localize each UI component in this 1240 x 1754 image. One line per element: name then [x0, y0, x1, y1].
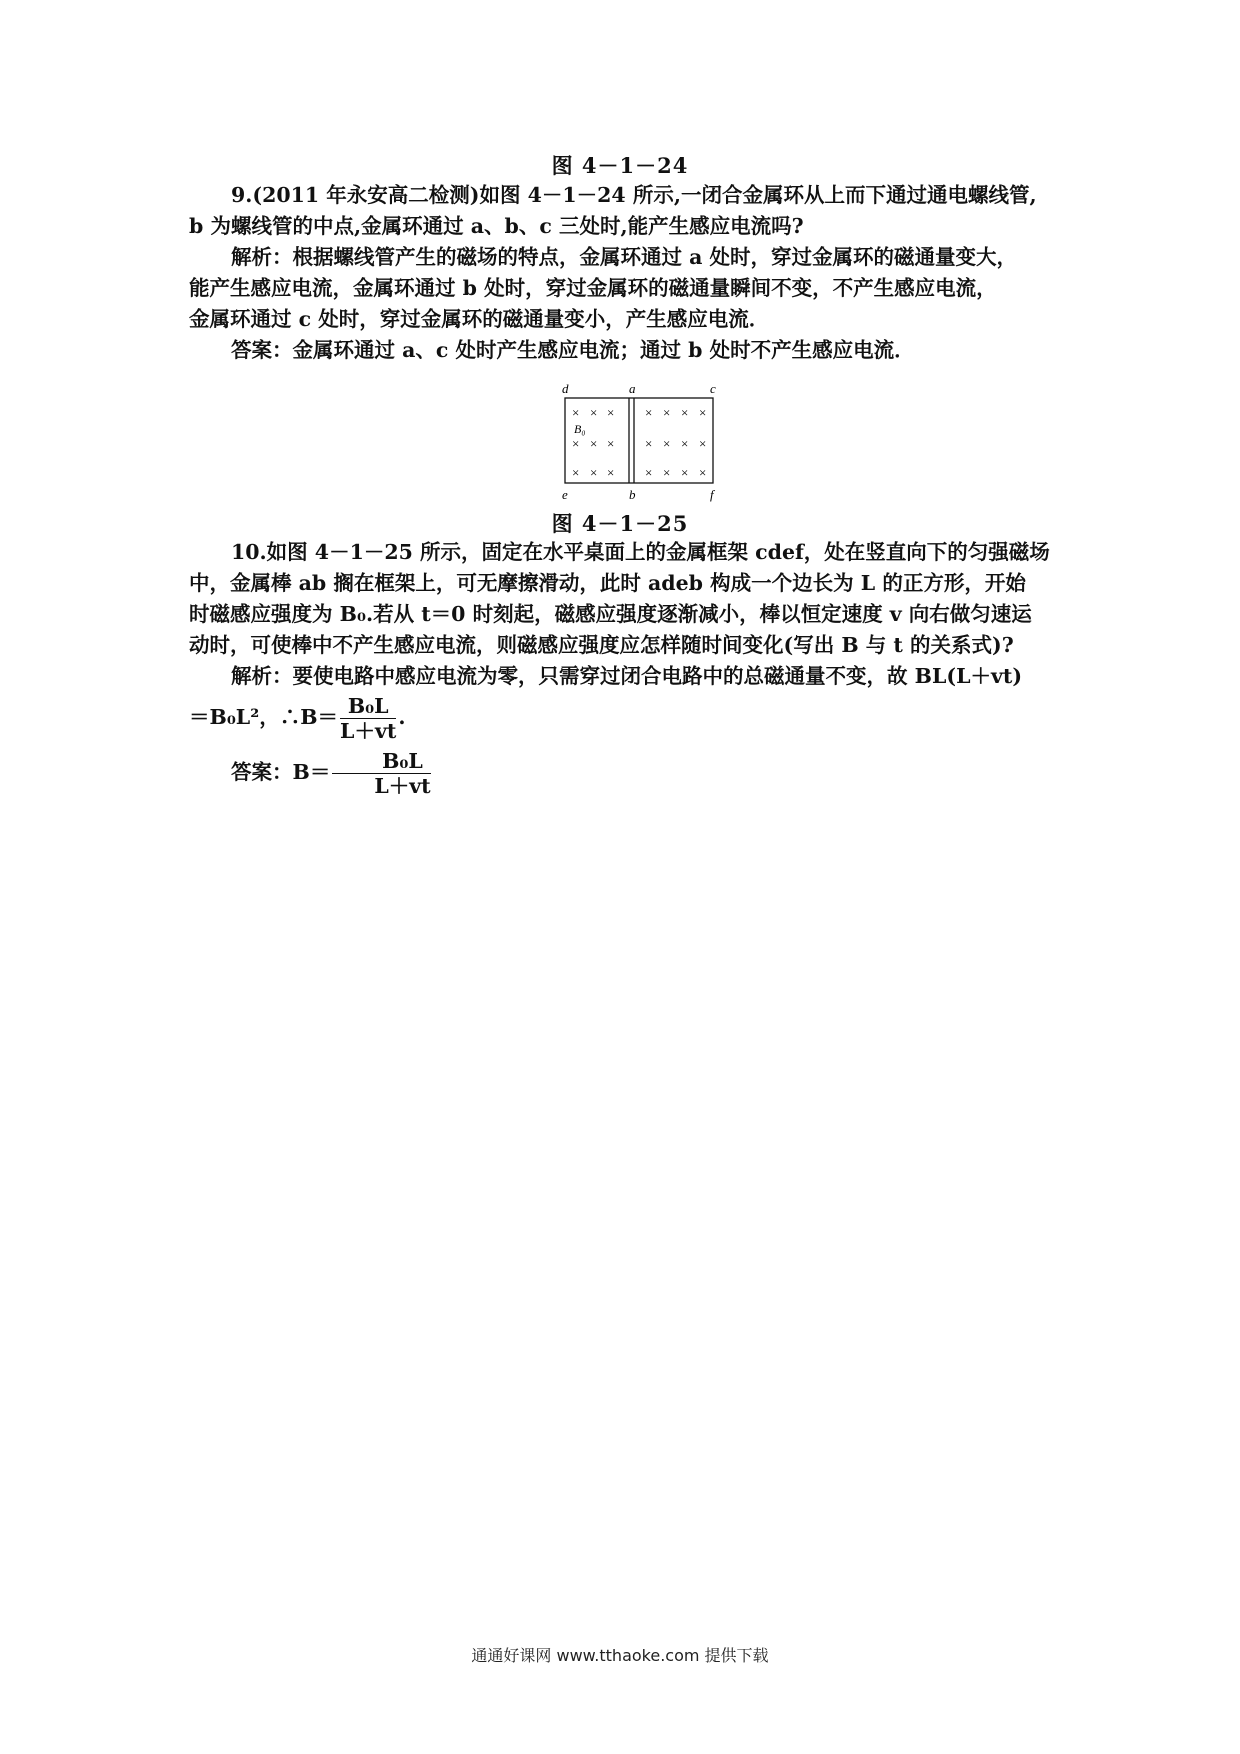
question-10-analysis-line-2 — [189, 694, 1061, 743]
question-9-analysis-line-3: 金属环通过 c 处时，穿过金属环的磁通量变小，产生感应电流． — [189, 307, 770, 331]
answer-fraction — [332, 749, 430, 798]
field-cross: × — [590, 465, 598, 480]
metal-frame-cdef — [565, 398, 713, 483]
field-cross: × — [681, 405, 689, 420]
analysis-fraction — [340, 694, 396, 743]
field-cross: × — [572, 436, 580, 451]
question-9-line-1: 9.(2011 年永安高二检测)如图 4－1－24 所示,一闭合金属环从上而下通过通电螺线管, — [231, 183, 1037, 207]
footer-text: 通通好课网 www.tthaoke.com 提供下载 — [471, 1646, 769, 1665]
label-a: a — [629, 381, 636, 396]
figure-4-1-25-caption: 图 4－1－25 — [551, 511, 689, 536]
answer-fraction-numerator: B₀L — [332, 749, 430, 774]
question-9-analysis-line-2: 能产生感应电流，金属环通过 b 处时，穿过金属环的磁通量瞬间不变，不产生感应电流， — [189, 276, 997, 300]
question-10 — [189, 537, 1061, 798]
label-f: f — [710, 487, 714, 502]
question-10-line-3: 时磁感应强度为 B₀.若从 t＝0 时刻起，磁感应强度逐渐减小，棒以恒定速度 v 向右做匀速运 — [189, 602, 1032, 626]
question-10-answer — [189, 749, 1061, 798]
field-cross: × — [572, 405, 580, 420]
field-cross: × — [572, 465, 580, 480]
label-b0: B₀ — [574, 422, 586, 436]
analysis-formula-prefix: ＝B₀L²，∴B＝ — [189, 705, 339, 729]
field-cross: × — [607, 436, 615, 451]
field-cross: × — [663, 405, 671, 420]
label-b: b — [629, 487, 636, 502]
label-c: c — [710, 381, 716, 396]
analysis-formula-suffix: . — [398, 705, 406, 729]
figure-4-1-24-caption: 图 4－1－24 — [551, 153, 689, 178]
field-cross: × — [699, 465, 707, 480]
field-cross: × — [699, 405, 707, 420]
field-cross: × — [663, 436, 671, 451]
field-cross: × — [663, 465, 671, 480]
question-10-line-1: 10.如图 4－1－25 所示，固定在水平桌面上的金属框架 cdef，处在竖直向下的匀强磁场 — [231, 540, 1050, 564]
field-cross: × — [645, 436, 653, 451]
field-cross: × — [607, 405, 615, 420]
field-cross: × — [645, 465, 653, 480]
question-10-line-4: 动时，可使棒中不产生感应电流，则磁感应强度应怎样随时间变化(写出 B 与 t 的关系式)? — [189, 633, 1014, 657]
field-cross: × — [645, 405, 653, 420]
analysis-fraction-denominator: L＋vt — [340, 719, 397, 743]
question-9-analysis-line-1: 解析：根据螺线管产生的磁场的特点，金属环通过 a 处时，穿过金属环的磁通量变大， — [231, 245, 1018, 269]
question-9-line-2: b 为螺线管的中点,金属环通过 a、b、c 三处时,能产生感应电流吗? — [189, 214, 804, 238]
question-10-analysis-line-1: 解析：要使电路中感应电流为零，只需穿过闭合电路中的总磁通量不变，故 BL(L＋vt) — [231, 664, 1023, 688]
magnetic-field-crosses — [572, 405, 706, 480]
answer-fraction-denominator: L＋vt — [374, 774, 431, 798]
question-9 — [189, 180, 1061, 366]
field-cross: × — [681, 436, 689, 451]
label-e: e — [562, 487, 568, 502]
label-d: d — [562, 381, 569, 396]
field-cross: × — [699, 436, 707, 451]
field-cross: × — [607, 465, 615, 480]
figure-4-1-25-diagram — [550, 380, 730, 505]
field-cross: × — [590, 436, 598, 451]
answer-formula-prefix: 答案：B＝ — [231, 760, 331, 784]
question-10-line-2: 中，金属棒 ab 搁在框架上，可无摩擦滑动，此时 adeb 构成一个边长为 L 的正方形，开始 — [189, 571, 1026, 595]
question-9-answer: 答案：金属环通过 a、c 处时产生感应电流；通过 b 处时不产生感应电流． — [231, 338, 915, 362]
field-cross: × — [681, 465, 689, 480]
analysis-fraction-numerator: B₀L — [340, 694, 396, 719]
field-cross: × — [590, 405, 598, 420]
